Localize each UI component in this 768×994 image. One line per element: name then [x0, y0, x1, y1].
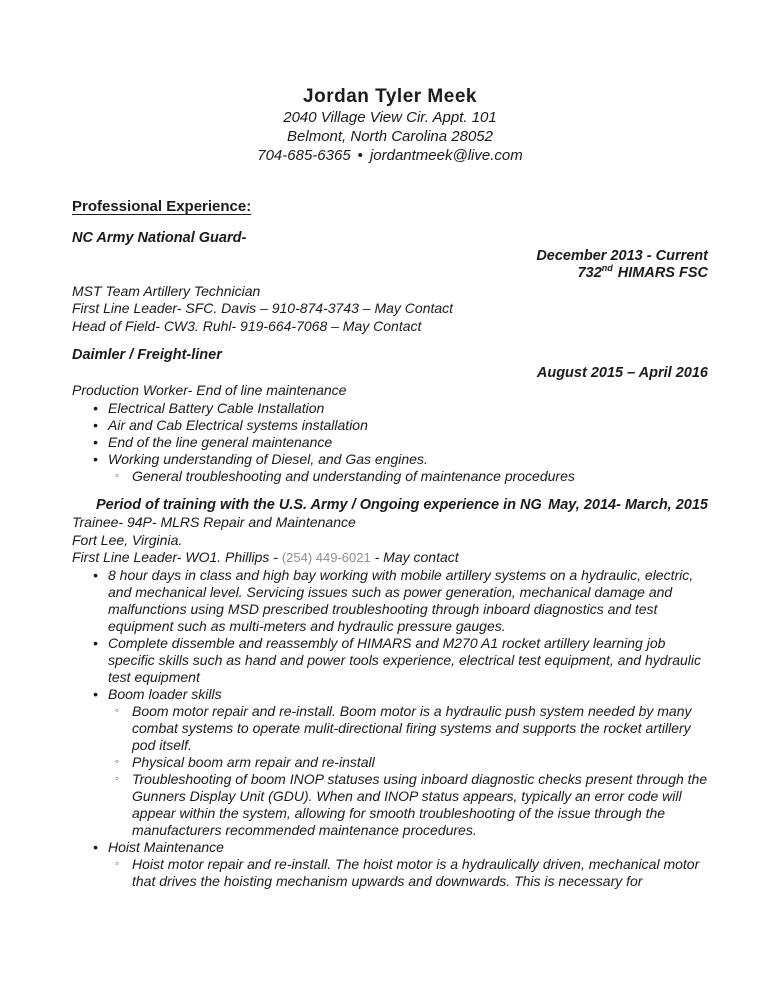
- sub-bullet-item: ◦ Hoist motor repair and re-install. The hoist motor is a hydraulically driven, mechanical motor that drives the hoisting mechanism upwards and downwards. This is necessary for: [108, 856, 708, 890]
- job-role: Production Worker- End of line maintenance: [72, 382, 347, 398]
- section-heading-professional-experience: Professional Experience:: [72, 198, 252, 215]
- job-location: Fort Lee, Virginia.: [72, 531, 183, 548]
- bullet-item: [72, 686, 708, 839]
- leader-prefix: First Line Leader- WO1. Phillips -: [72, 549, 282, 565]
- daimler-sub-bullet-list: [108, 468, 708, 485]
- leader-phone-number: (254) 449-6021: [281, 550, 371, 565]
- training-heading-row: [72, 497, 708, 515]
- email-address: jordantmeek@live.com: [369, 147, 523, 164]
- sub-bullet-item: ◦ Physical boom arm repair and re-install: [108, 754, 708, 771]
- unit-name: HIMARS FSC: [617, 265, 708, 281]
- unit-ordinal: nd: [601, 263, 613, 274]
- bullet-item: [72, 839, 708, 890]
- job-national-guard: [72, 230, 708, 335]
- bullet-text: Boom loader skills: [108, 685, 222, 702]
- unit-designation: [72, 265, 708, 283]
- job-army-training: [72, 497, 708, 890]
- bullet-separator-icon: •: [357, 147, 363, 164]
- bullet-text: Working understanding of Diesel, and Gas engines.: [108, 450, 428, 467]
- contact-reference-line: First Line Leader- SFC. Davis – 910-874-3743 – May Contact: [72, 300, 454, 316]
- unit-number: 732: [577, 265, 602, 281]
- bullet-item: • Air and Cab Electrical systems installation: [72, 417, 708, 434]
- job-role: Trainee- 94P- MLRS Repair and Maintenance: [72, 514, 356, 530]
- address-line-2: Belmont, North Carolina 28052: [287, 128, 493, 145]
- bullet-item: • End of the line general maintenance: [72, 434, 708, 451]
- bullet-text: Hoist Maintenance: [108, 838, 224, 855]
- contact-reference-line: [72, 549, 708, 567]
- training-title: Period of training with the U.S. Army / Ongoing experience in NG: [96, 496, 542, 513]
- hoist-sub-bullet-list: [108, 856, 708, 890]
- job-date-range: August 2015 – April 2016: [536, 364, 708, 381]
- contact-reference-line: Head of Field- CW3. Ruhl- 919-664-7068 – May Contact: [72, 317, 422, 334]
- resume-header: [72, 86, 708, 165]
- address-line-1: 2040 Village View Cir. Appt. 101: [283, 109, 497, 126]
- boom-loader-sub-bullet-list: [108, 703, 708, 839]
- job-daimler: [72, 347, 708, 485]
- person-name: Jordan Tyler Meek: [303, 86, 477, 107]
- sub-bullet-item: ◦ Boom motor repair and re-install. Boom motor is a hydraulic push system needed by many combat systems to operate mulit-directional firing systems and supports the rocket artillery pod itself.: [108, 703, 708, 754]
- job-date-range: December 2013 - Current: [536, 247, 708, 264]
- bullet-item: [72, 451, 708, 485]
- employer-name: NC Army National Guard-: [72, 230, 247, 246]
- employer-name: Daimler / Freight-liner: [72, 347, 222, 363]
- training-bullet-list: [72, 567, 708, 890]
- bullet-item: • Electrical Battery Cable Installation: [72, 400, 708, 417]
- job-role: MST Team Artillery Technician: [72, 282, 261, 299]
- phone-number: 704-685-6365: [257, 147, 351, 164]
- contact-line: [72, 146, 708, 165]
- sub-bullet-item: ◦ Troubleshooting of boom INOP statuses using inboard diagnostic checks present through the Gunners Display Unit (GDU). When and INOP status appears, typically an error code will appear within the system, allowing for smooth troubleshooting of the issue through the manufacturers recommended maintenance procedures.: [108, 771, 708, 839]
- bullet-item: • 8 hour days in class and high bay working with mobile artillery systems on a hydraulic, electric, and mechanical level. Servicing issues such as power generation, mechanical damage and malfunctions using MSD prescribed troubleshooting through inboard diagnostics and test equipment such as multi-meters and hydraulic pressure gauges.: [72, 567, 708, 635]
- sub-bullet-item: ◦ General troubleshooting and understanding of maintenance procedures: [108, 468, 708, 485]
- daimler-bullet-list: [72, 400, 708, 485]
- bullet-item: • Complete dissemble and reassembly of HIMARS and M270 A1 rocket artillery learning job specific skills such as hand and power tools experience, electrical test equipment, and hydraulic test equipment: [72, 635, 708, 686]
- leader-suffix: - May contact: [370, 549, 459, 565]
- job-date-range: May, 2014- March, 2015: [548, 496, 708, 513]
